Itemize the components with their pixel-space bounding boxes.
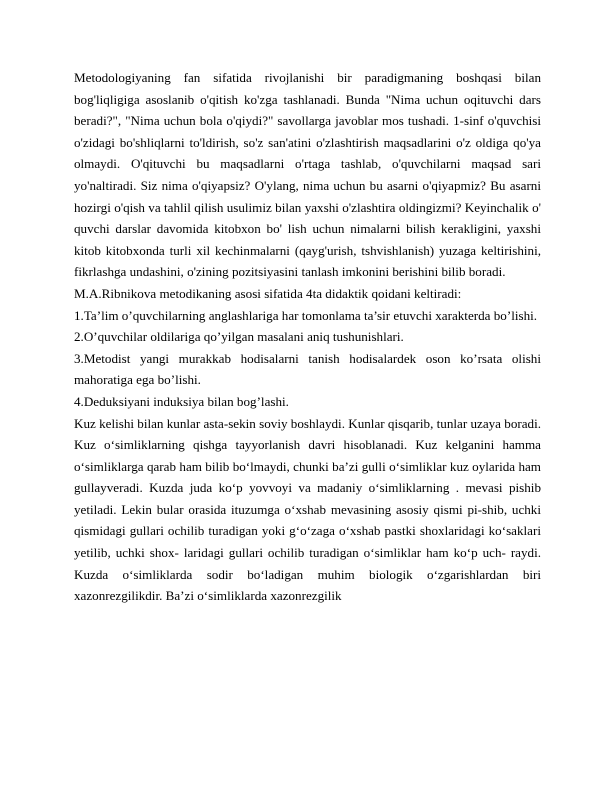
paragraph-rule-1: 1.Ta’lim o’quvchilarning anglashlariga har tomonlama ta’sir etuvchi xarakterda bo’lishi. <box>74 307 538 323</box>
paragraph-rule-3: 3.Metodist yangi murakkab hodisalarni tanish hodisalardek oson ko’rsata olishi mahoratiga ega bo’lishi. <box>74 350 541 388</box>
paragraph-ribnikova-intro: M.A.Ribnikova metodikaning asosi sifatida 4ta didaktik qoidani keltiradi: <box>74 285 462 301</box>
document-body <box>74 67 541 607</box>
paragraph-autumn: Kuz kelishi bilan kunlar asta-sekin soviy boshlaydi. Kunlar qisqarib, tunlar uzaya boradi. Kuz o‘simliklarning qishga tayyorlanish davri hisoblanadi. Kuz kelganini hamma o‘simliklarga qarab ham bilib bo‘lmaydi, chunki ba’zi gulli o‘simliklar kuz oylarida ham gullayveradi. Kuzda juda ko‘p yovvoyi va madaniy o‘simliklarning . mevasi pishib yetiladi. Lekin bular orasida ituzumga o‘xshab mevasining asosiy qismi pi-shib, uchki qismidagi gullari ochilib turadigan yoki g‘o‘zaga o‘xshab pastki shoxlaridagi ko‘saklari yetilib, uchki shox- laridagi gullari ochilib turadigan o‘simliklar ham ko‘p uch- raydi. Kuzda o‘simliklarda sodir bo‘ladigan muhim biologik o‘zgarishlardan biri xazonrezgilikdir. Ba’zi o‘simliklarda xazonrezgilik <box>74 415 541 604</box>
paragraph-methodology: Metodologiyaning fan sifatida rivojlanishi bir paradigmaning boshqasi bilan bog'liqligiga asoslanib o'qitish ko'zga tashlanadi. Bunda "Nima uchun oqituvchi dars beradi?", "Nima uchun bola o'qiydi?" savollarga javoblar mos tushadi. 1-sinf o'quvchisi o'zidagi bo'shliqlarni to'ldirish, so'z san'atini o'zlashtirish maqsadlarini o'z oldiga qo'ya olmaydi. O'qituvchi bu maqsadlarni o'rtaga tashlab, o'quvchilarni maqsad sari yo'naltiradi. Siz nima o'qiyapsiz? O'ylang, nima uchun bu asarni o'qiyapmiz? Bu asarni hozirgi o'qish va tahlil qilish usulimiz bilan yaxshi o'zlashtira oldingizmi? Keyinchalik o' quvchi darslar davomida kitobxon bo' lish uchun nimalarni bilish kerakligini, yaxshi kitob kitobxonda turli xil kechinmalarni (qayg'urish, tshvishlanish) yuzaga keltirishini, fikrlashga undashini, o'zining pozitsiyasini tanlash imkonini berishini bilib boradi. <box>74 70 541 280</box>
paragraph-rule-4: 4.Deduksiyani induksiya bilan bog’lashi. <box>74 393 289 409</box>
paragraph-rule-2: 2.O’quvchilar oldilariga qo’yilgan masalani aniq tushunishlari. <box>74 329 404 345</box>
